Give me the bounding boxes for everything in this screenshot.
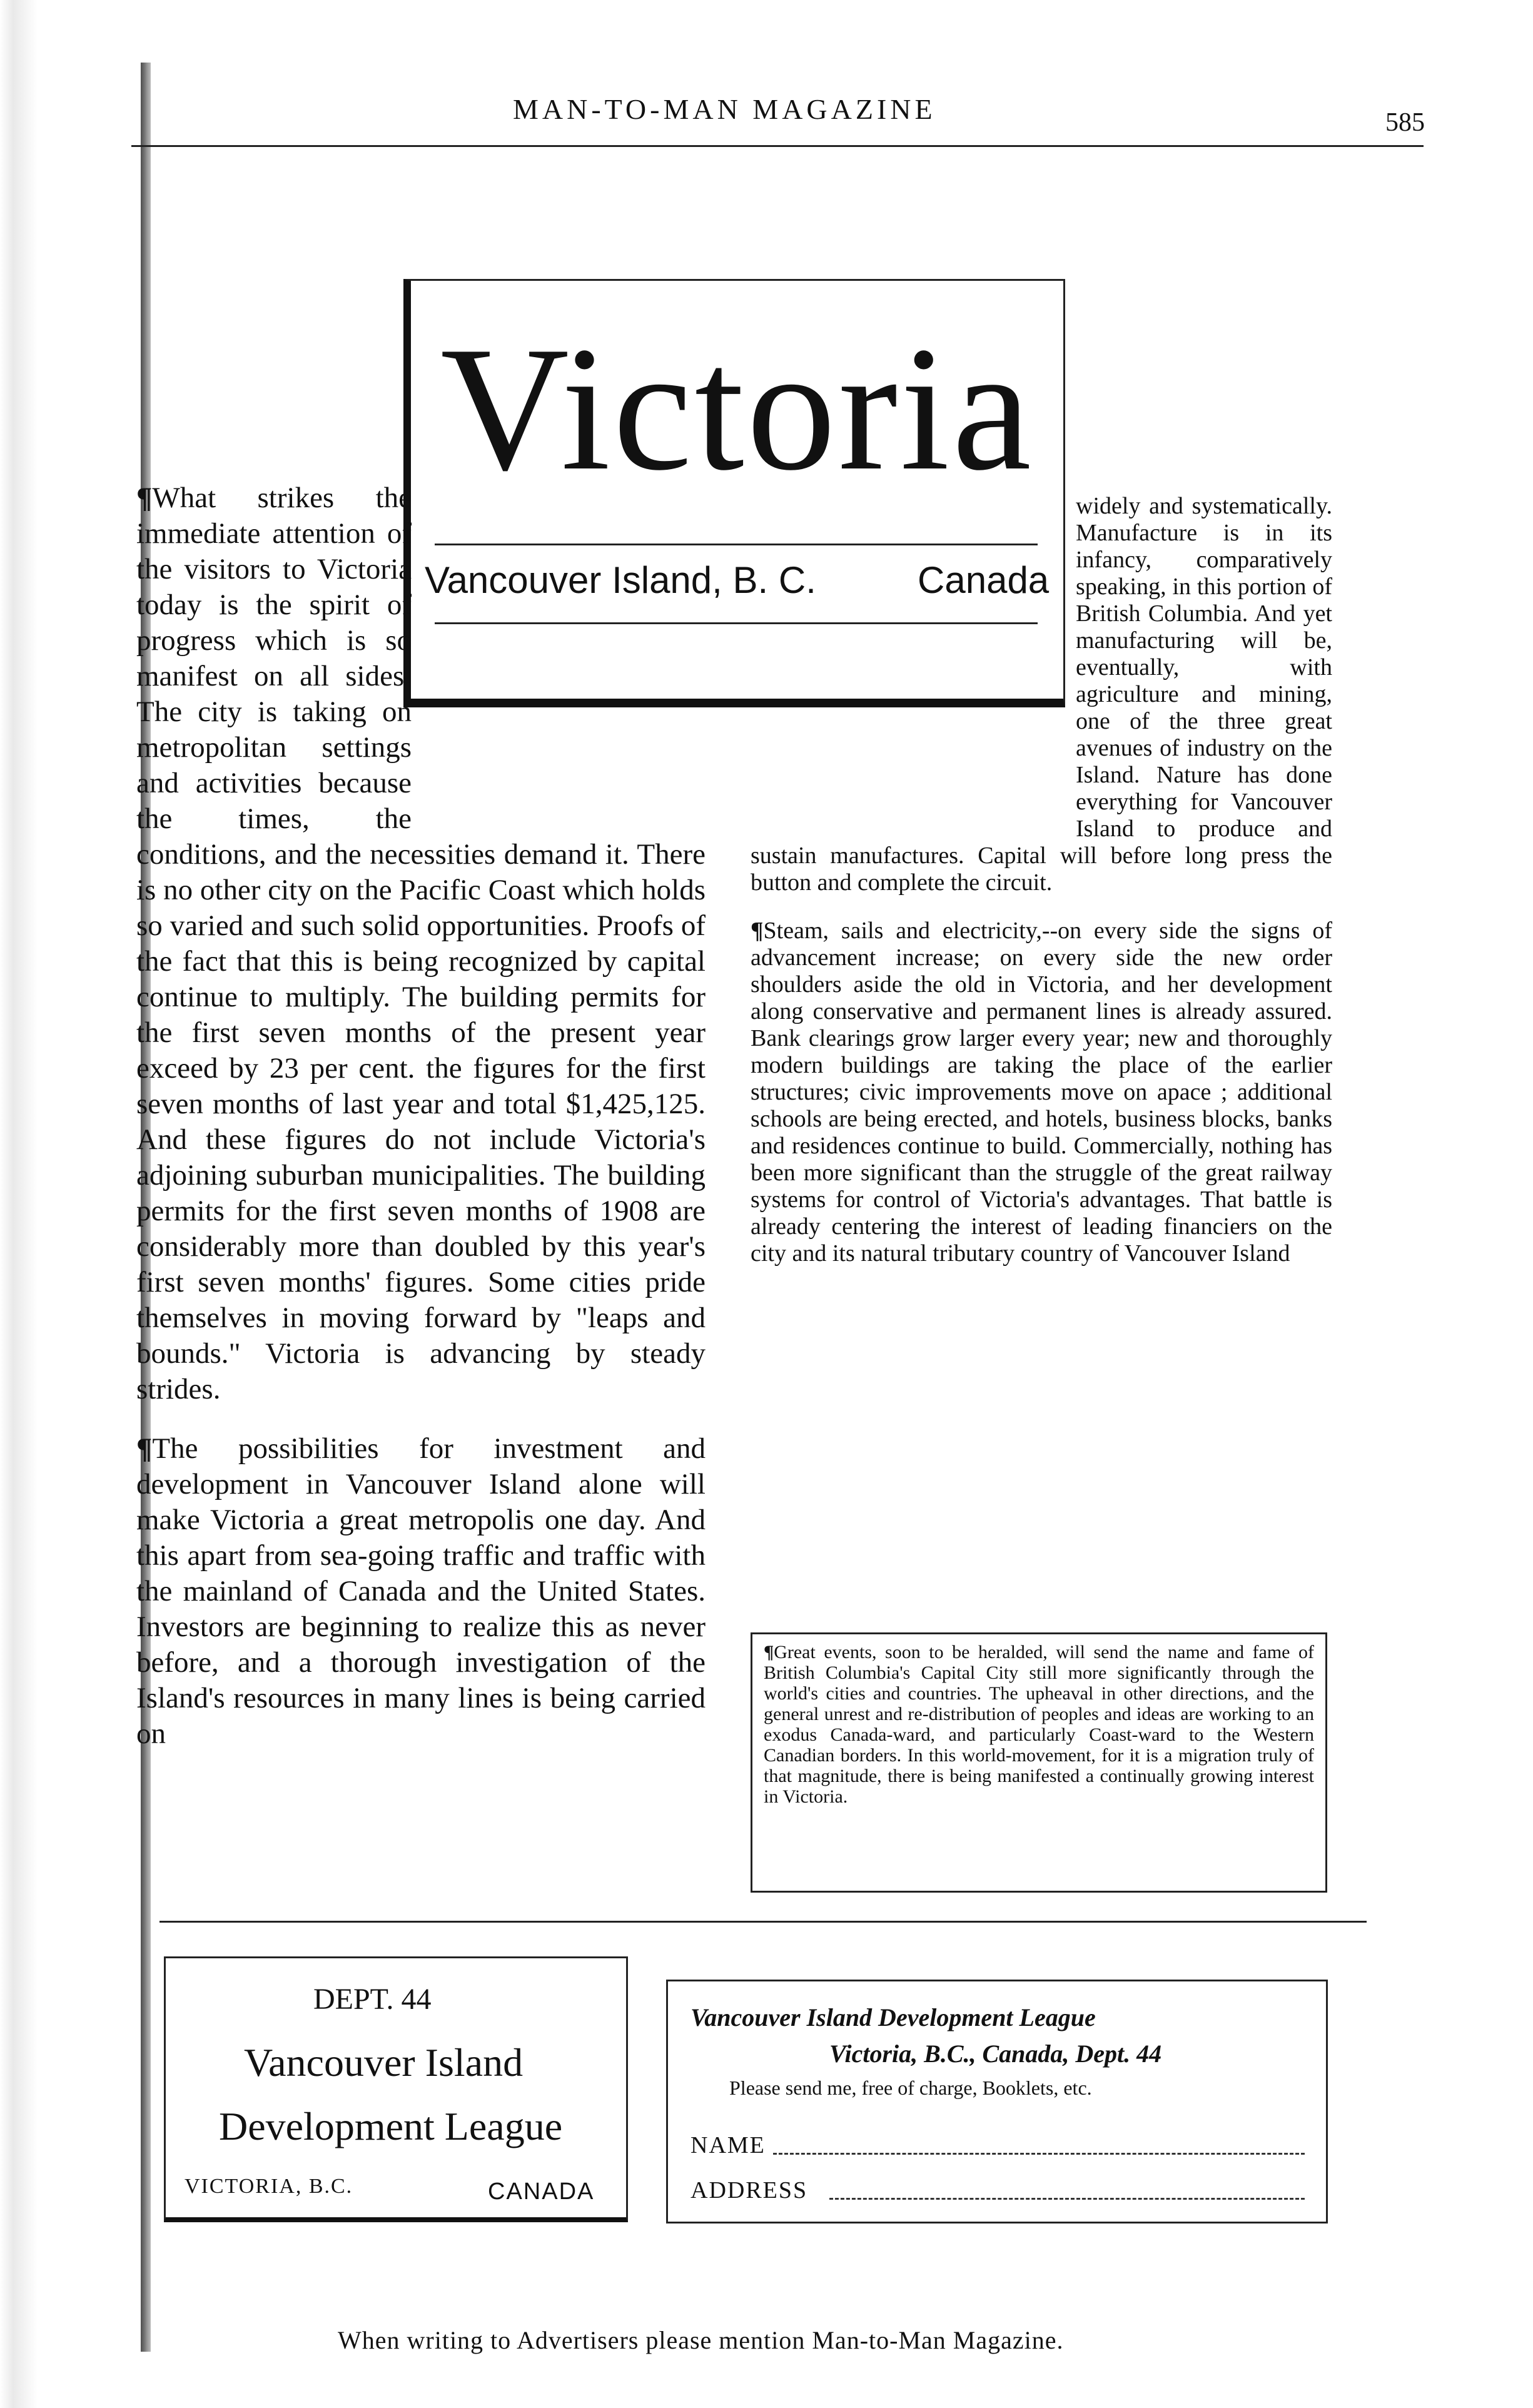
title-wrap-spacer	[412, 480, 706, 824]
coupon-league-name: Vancouver Island Development League	[691, 2003, 1096, 2031]
right-column	[751, 493, 1332, 1288]
name-field-line[interactable]	[773, 2153, 1305, 2155]
binding-shadow	[0, 0, 38, 2408]
notice-box	[751, 1632, 1327, 1893]
dept-name-line1: Vancouver Island	[244, 2040, 524, 2085]
running-head: MAN-TO-MAN MAGAZINE	[513, 93, 936, 125]
left-paragraph-1-text: What strikes the immediate attention of the visitors to Victoria today is the spirit of progress which is so manifest on all sides. The city is taking on metropolitan settings and activities because the times, the conditions, and the necessities demand it. There is no other city on the Pacific Coast which holds so varied and such solid opportunities. Proofs of the fact that this is being recognized by capital continue to multiply. The building permits for the first seven months of the present year exceed by 23 per cent. the figures for the first seven months of last year and total $1,425,125. And these figures do not include Victoria's adjoining suburban municipalities. The building permits for the first seven months of 1908 are considerably more than doubled by this year's first seven months' figures. Some cities pride themselves in moving forward by "leaps and bounds." Victoria is advancing by steady strides.	[136, 482, 706, 1405]
right-paragraph-1: widely and systematically. Manufacture is in its infancy, comparatively speaking, in this portion of British Columbia. And yet manufacturing will be, eventually, with agriculture and mining, one of the three great avenues of industry on the Island. Nature has done everything for Vancouver Island to produce and sustain manufactures. Capital will before long press the button and complete the circuit.	[751, 493, 1332, 896]
coupon-league-address: Victoria, B.C., Canada, Dept. 44	[829, 2040, 1162, 2068]
header-rule	[131, 145, 1424, 147]
dept-number: DEPT. 44	[313, 1983, 432, 2016]
address-field-line[interactable]	[829, 2198, 1305, 2200]
advert-subtitle-location: Vancouver Island, B. C.	[425, 559, 816, 601]
paragraph-mark: ¶	[751, 918, 764, 944]
page-number: 585	[1385, 108, 1425, 137]
paragraph-mark: ¶	[136, 1432, 153, 1465]
advert-title: Victoria	[440, 310, 1034, 507]
left-column	[136, 480, 706, 1776]
address-field-label: ADDRESS	[691, 2177, 808, 2203]
dept-address-box	[164, 1956, 628, 2222]
dept-name-line2: Development League	[219, 2104, 563, 2148]
notice-text: Great events, soon to be heralded, will send the name and fame of British Columbia's Capital City still more significantly through the world's cities and countries. The upheaval in other directions, and the general unrest and re-distribution of peoples and ideas are working to an exodus Canada-ward, and particularly Coast-ward to the Western Canadian borders. In this world-movement, for it is a migration truly of that magnitude, there is being manifested a continually growing interest in Victoria.	[764, 1642, 1314, 1807]
paragraph-mark: ¶	[764, 1642, 774, 1662]
left-paragraph-1	[136, 480, 706, 1407]
advert-subtitle-country: Canada	[918, 559, 1050, 601]
title-wrap-spacer	[751, 493, 1076, 818]
left-paragraph-2-text: The possibilities for investment and development in Vancouver Island alone will make Victoria a great metropolis one day. And this apart from sea-going traffic and traffic with the mainland of Canada and the United States. Investors are beginning to realize this as never before, and a thorough investigation of the Island's resources in many lines is being carried on	[136, 1432, 706, 1750]
right-paragraph-2-text: Steam, sails and electricity,--on every side the signs of advancement increase; on every side the new order shoulders aside the old in Victoria, and her development along conservative and permanent lines is already assured. Bank clearings grow larger every year; new and thoroughly modern buildings are taking the place of the earlier structures; civic improvements move on apace ; additional schools are being erected, and hotels, business blocks, banks and residences continue to build. Commercially, nothing has been more significant than the struggle of the great railway systems for control of Victoria's advantages. That battle is already centering the interest of leading financiers on the city and its natural tributary country of Vancouver Island	[751, 918, 1332, 1267]
footer-note: When writing to Advertisers please mention Man-to-Man Magazine.	[338, 2326, 1064, 2354]
right-paragraph-2	[751, 918, 1332, 1267]
request-coupon	[666, 1980, 1328, 2223]
coupon-request-text: Please send me, free of charge, Booklets, etc.	[729, 2077, 1092, 2099]
section-rule	[159, 1921, 1367, 1923]
dept-city: VICTORIA, B.C.	[185, 2175, 353, 2198]
name-field-label: NAME	[691, 2132, 766, 2158]
left-paragraph-2	[136, 1431, 706, 1752]
dept-country: CANADA	[488, 2178, 595, 2205]
paragraph-mark: ¶	[136, 482, 153, 514]
